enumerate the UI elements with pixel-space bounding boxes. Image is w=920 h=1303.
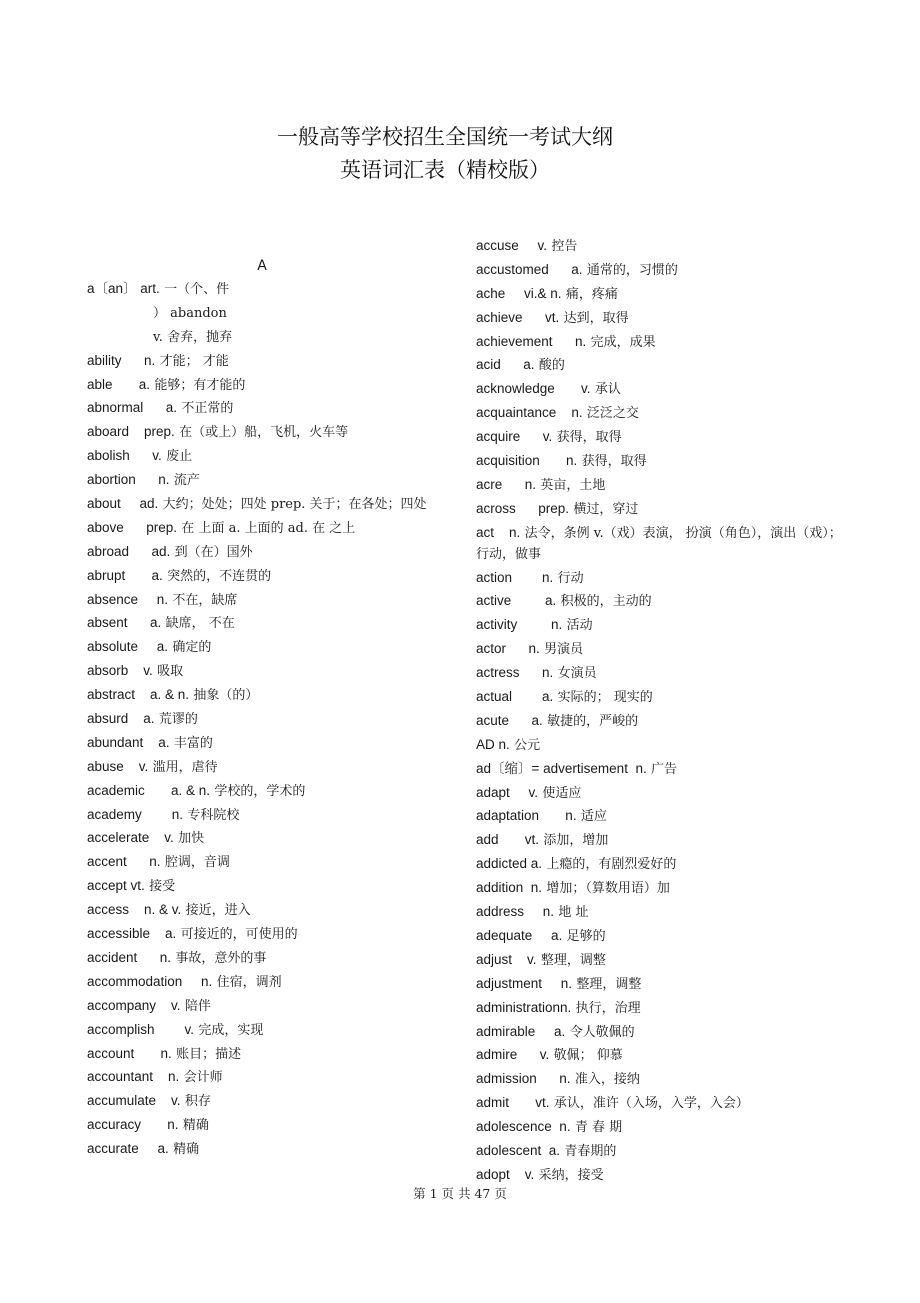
vocab-entry xyxy=(87,398,445,419)
vocab-entry xyxy=(87,1139,445,1160)
vocab-entry xyxy=(476,427,846,448)
vocab-entry xyxy=(87,327,445,348)
document-subtitle: 英语词汇表（精校版） xyxy=(340,158,550,182)
entry-definition: 精确 xyxy=(182,1118,209,1134)
vocab-entry xyxy=(87,948,445,969)
entry-word: absurd a. xyxy=(87,711,155,727)
entry-word: abuse v. xyxy=(87,758,149,774)
vocab-entry xyxy=(87,972,445,993)
entry-word: accuse v. xyxy=(476,238,548,253)
entry-word: active a. xyxy=(476,593,557,609)
vocab-entry xyxy=(87,1044,445,1065)
vocab-entry xyxy=(476,783,846,804)
vocab-entry xyxy=(476,902,846,923)
vocab-entry xyxy=(476,1022,846,1043)
vocab-entry xyxy=(87,805,445,826)
entry-word: academic a. & n. xyxy=(87,782,211,798)
vocab-entry xyxy=(87,924,445,945)
entry-definition: 可接近的，可使用的 xyxy=(180,927,298,943)
entry-word: account n. xyxy=(87,1045,172,1061)
entry-definition: 突然的，不连贯的 xyxy=(167,568,272,584)
vocab-entry xyxy=(87,637,445,658)
vocab-entry xyxy=(476,568,846,589)
vocab-entry xyxy=(87,590,445,611)
entry-definition: 事故，意外的事 xyxy=(175,950,267,966)
vocab-entry xyxy=(87,470,445,491)
vocab-entry xyxy=(87,733,445,754)
vocab-entry xyxy=(87,1091,445,1112)
vocab-entry xyxy=(87,1067,445,1088)
entry-definition: 获得，取得 xyxy=(581,454,647,470)
entry-definition: 才能； 才能 xyxy=(159,353,229,369)
entry-definition: 行动 xyxy=(557,570,584,586)
entry-word: able a. xyxy=(87,376,151,392)
left-column xyxy=(87,222,445,1163)
entry-definition: 英亩，土地 xyxy=(540,477,606,493)
entry-word: achieve vt. xyxy=(476,309,560,325)
entry-definition: 不在，缺席 xyxy=(172,592,238,608)
entry-definition: 账目；描述 xyxy=(176,1046,242,1062)
vocab-entry xyxy=(87,661,445,682)
entry-definition: 地 址 xyxy=(558,905,589,921)
entry-definition: 女演员 xyxy=(557,666,597,682)
vocab-entry xyxy=(476,830,846,851)
vocab-entry xyxy=(476,615,846,636)
entry-word: action n. xyxy=(476,569,554,585)
vocab-entry xyxy=(476,759,846,780)
entry-definition: 控告 xyxy=(551,239,578,254)
vocab-entry xyxy=(476,260,846,281)
vocab-entry xyxy=(87,351,445,372)
vocab-entry xyxy=(476,711,846,732)
vocab-entry xyxy=(476,1093,846,1114)
entry-definition: 整理，调整 xyxy=(540,952,606,968)
entry-word: admire v. xyxy=(476,1047,550,1063)
entry-word: abnormal a. xyxy=(87,400,178,416)
entry-definition: 实际的； 现实的 xyxy=(557,690,653,706)
entry-word: acre n. xyxy=(476,476,537,492)
vocab-entry xyxy=(476,639,846,660)
entry-definition: 吸取 xyxy=(157,664,184,680)
entry-word: actor n. xyxy=(476,641,540,657)
entry-word: accompany v. xyxy=(87,997,181,1013)
entry-word: adopt v. xyxy=(476,1166,535,1182)
entry-definition: 腔调，音调 xyxy=(164,855,230,871)
entry-definition: 积存 xyxy=(184,1094,211,1110)
entry-definition: 男演员 xyxy=(544,642,584,658)
vocab-entry xyxy=(476,379,846,400)
entry-word: addition n. xyxy=(476,880,543,896)
entry-word: accumulate v. xyxy=(87,1093,181,1109)
entry-word: absence n. xyxy=(87,591,169,607)
entry-word: accurate a. xyxy=(87,1141,169,1157)
entry-word: address n. xyxy=(476,904,555,920)
entry-definition: 泛泛之交 xyxy=(586,406,639,422)
entry-word: acute a. xyxy=(476,712,543,728)
entry-definition: 准入，接纳 xyxy=(574,1072,640,1088)
entry-definition: v. 舍弃，抛弃 xyxy=(153,329,233,345)
entry-definition: 通常的，习惯的 xyxy=(586,262,678,278)
entry-word: accustomed a. xyxy=(476,261,583,277)
entry-definition: 青春期的 xyxy=(564,1143,617,1159)
entry-definition: 广告 xyxy=(651,761,678,777)
vocab-entry xyxy=(87,303,445,324)
entry-word: adequate a. xyxy=(476,927,563,943)
entry-definition: 足够的 xyxy=(566,928,606,944)
vocab-entry xyxy=(87,781,445,802)
vocab-entry xyxy=(476,1117,846,1138)
vocab-entry xyxy=(476,591,846,612)
entry-word: a〔an〕 art. xyxy=(87,281,160,296)
vocab-entry xyxy=(476,284,846,305)
entry-definition: 敏捷的，严峻的 xyxy=(547,713,639,729)
entry-word: adapt v. xyxy=(476,784,539,800)
vocab-entry xyxy=(87,828,445,849)
entry-definition: 积极的，主动的 xyxy=(560,594,652,610)
vocab-entry xyxy=(476,974,846,995)
entry-definition: 大约；处处；四处 prep. 关于；在各处；四处 xyxy=(162,497,427,513)
vocab-entry xyxy=(87,518,445,539)
vocab-entry xyxy=(87,757,445,778)
entry-definition: 添加，增加 xyxy=(543,833,609,849)
vocab-entry xyxy=(476,499,846,520)
vocab-entry xyxy=(87,566,445,587)
entry-definition: 住宿，调剂 xyxy=(216,974,282,990)
entry-word: acquire v. xyxy=(476,429,553,445)
vocab-entry xyxy=(476,854,846,875)
entry-word: admit vt. xyxy=(476,1095,550,1111)
entry-word: ability n. xyxy=(87,352,156,368)
entry-word: above prep. xyxy=(87,519,178,535)
entry-word: acid a. xyxy=(476,357,535,373)
entry-word: accommodation n. xyxy=(87,973,213,989)
entry-definition: 流产 xyxy=(173,473,200,489)
entry-definition: 到（在）国外 xyxy=(174,544,253,560)
vocab-entry xyxy=(87,996,445,1017)
entry-definition: 执行，治理 xyxy=(575,1000,641,1016)
vocab-entry xyxy=(476,806,846,827)
vocab-entry xyxy=(476,1165,846,1186)
entry-word: accelerate v. xyxy=(87,830,174,846)
entry-word: admirable a. xyxy=(476,1023,566,1039)
entry-definition: 获得，取得 xyxy=(556,430,622,446)
entry-word: aboard prep. xyxy=(87,424,175,440)
entry-definition: 适应 xyxy=(580,809,607,825)
vocab-entry xyxy=(87,709,445,730)
entry-word: acquaintance n. xyxy=(476,405,583,421)
vocab-entry xyxy=(87,900,445,921)
entry-definition: 活动 xyxy=(566,618,593,634)
right-entry-list xyxy=(476,236,846,1186)
entry-word: adolescence n. xyxy=(476,1119,571,1135)
entry-word: administrationn. xyxy=(476,999,572,1015)
section-letter: A xyxy=(257,258,267,274)
entry-word: accessible a. xyxy=(87,926,177,942)
vocab-entry xyxy=(476,355,846,376)
entry-definition: 专科院校 xyxy=(187,807,240,823)
entry-definition: 抽象（的） xyxy=(193,688,259,704)
entry-definition: 令人敬佩的 xyxy=(569,1024,635,1040)
vocab-entry xyxy=(87,1020,445,1041)
vocab-entry xyxy=(476,523,846,565)
vocab-entry xyxy=(476,687,846,708)
entry-word: adjust v. xyxy=(476,951,537,967)
right-column xyxy=(476,236,846,1189)
entry-word: abrupt a. xyxy=(87,567,163,583)
entry-definition: 陪伴 xyxy=(184,998,211,1014)
entry-definition: 丰富的 xyxy=(173,735,213,751)
entry-word: add vt. xyxy=(476,832,540,848)
document-title: 一般高等学校招生全国统一考试大纲 xyxy=(277,125,613,149)
entry-word: ache vi.& n. xyxy=(476,285,562,301)
entry-word: abroad ad. xyxy=(87,543,171,559)
vocab-entry xyxy=(87,375,445,396)
entry-definition: 痛，疼痛 xyxy=(565,286,618,302)
entry-definition: 横过，穿过 xyxy=(573,501,639,517)
vocab-entry xyxy=(87,542,445,563)
entry-word: accountant n. xyxy=(87,1069,180,1085)
entry-definition: 滥用，虐待 xyxy=(152,759,218,775)
entry-word: access n. & v. xyxy=(87,902,182,918)
entry-word: about ad. xyxy=(87,496,159,512)
left-entry-list xyxy=(87,279,445,1160)
vocab-entry xyxy=(476,998,846,1019)
entry-word: accomplish v. xyxy=(87,1021,195,1037)
vocab-entry xyxy=(87,494,445,515)
entry-definition: ） abandon xyxy=(153,305,227,321)
vocab-entry xyxy=(476,950,846,971)
entry-word: actress n. xyxy=(476,665,554,681)
entry-word: admission n. xyxy=(476,1071,571,1087)
vocab-entry xyxy=(87,876,445,897)
entry-definition: 公元 xyxy=(514,737,541,753)
entry-word: adaptation n. xyxy=(476,808,577,824)
entry-word: adolescent a. xyxy=(476,1142,561,1158)
entry-definition: 整理，调整 xyxy=(576,976,642,992)
entry-word: addicted a. xyxy=(476,856,543,872)
vocab-entry xyxy=(87,613,445,634)
entry-definition: 敬佩； 仰慕 xyxy=(553,1048,623,1064)
vocab-entry xyxy=(476,1069,846,1090)
entry-definition: 法令，条例 v.（戏）表演， 扮演（角色），演出（戏）；行动，做事 xyxy=(476,525,842,562)
entry-definition: 一（个、件 xyxy=(164,282,230,297)
entry-word: absolute a. xyxy=(87,639,169,655)
entry-definition: 缺席， 不在 xyxy=(165,616,235,632)
entry-definition: 不正常的 xyxy=(181,401,234,417)
entry-word: ad〔缩〕= advertisement n. xyxy=(476,760,647,776)
entry-definition: 承认，准许（入场，入学，入会） xyxy=(553,1096,749,1112)
entry-word: absent a. xyxy=(87,615,162,631)
entry-word: abundant a. xyxy=(87,734,170,750)
entry-definition: 确定的 xyxy=(172,640,212,656)
vocab-entry xyxy=(87,852,445,873)
entry-word: actual a. xyxy=(476,689,554,705)
entry-definition: 接近，进入 xyxy=(185,903,251,919)
entry-definition: 荒谬的 xyxy=(158,712,198,728)
entry-definition: 精确 xyxy=(173,1142,200,1158)
vocab-entry xyxy=(476,451,846,472)
vocab-entry xyxy=(87,1115,445,1136)
entry-word: accuracy n. xyxy=(87,1117,179,1133)
entry-word: acquisition n. xyxy=(476,453,578,469)
vocab-entry xyxy=(476,332,846,353)
entry-word: absorb v. xyxy=(87,663,153,679)
entry-word: abolish v. xyxy=(87,448,162,464)
vocab-entry xyxy=(476,308,846,329)
entry-word: accent n. xyxy=(87,854,161,870)
entry-definition: 达到，取得 xyxy=(563,310,629,326)
page-footer: 第 1 页 共 47 页 xyxy=(413,1186,507,1201)
vocab-entry xyxy=(476,878,846,899)
entry-definition: 在（或上）船，飞机，火车等 xyxy=(179,425,349,441)
entry-word: act n. xyxy=(476,524,521,540)
vocab-entry xyxy=(476,663,846,684)
entry-word: AD n. xyxy=(476,736,510,752)
vocab-entry xyxy=(87,446,445,467)
vocab-entry xyxy=(476,475,846,496)
vocab-entry xyxy=(87,685,445,706)
vocab-entry xyxy=(87,279,445,300)
vocab-entry xyxy=(87,422,445,443)
entry-definition: 采纳，接受 xyxy=(538,1167,604,1183)
entry-definition: 增加；（算数用语）加 xyxy=(546,881,670,897)
vocab-entry xyxy=(476,236,846,257)
entry-definition: 能够；有才能的 xyxy=(154,377,246,393)
entry-word: academy n. xyxy=(87,806,184,822)
entry-word: abstract a. & n. xyxy=(87,687,190,703)
entry-word: adjustment n. xyxy=(476,975,573,991)
entry-word: accident n. xyxy=(87,949,172,965)
vocab-entry xyxy=(476,1141,846,1162)
vocab-entry xyxy=(476,1045,846,1066)
vocab-entry xyxy=(476,926,846,947)
entry-definition: 学校的，学术的 xyxy=(214,783,306,799)
entry-definition: 完成，实现 xyxy=(198,1022,264,1038)
entry-definition: 加快 xyxy=(178,831,205,847)
entry-definition: 在 上面 a. 上面的 ad. 在 之上 xyxy=(181,520,356,536)
vocab-entry xyxy=(476,403,846,424)
entry-word: accept vt. xyxy=(87,878,145,894)
entry-definition: 酸的 xyxy=(538,358,565,374)
entry-definition: 会计师 xyxy=(183,1070,223,1086)
entry-definition: 上瘾的，有剧烈爱好的 xyxy=(546,857,677,873)
entry-word: abortion n. xyxy=(87,472,170,488)
entry-word: across prep. xyxy=(476,500,570,516)
vocab-entry xyxy=(476,735,846,756)
entry-definition: 接受 xyxy=(149,879,176,895)
entry-definition: 废止 xyxy=(166,449,193,465)
entry-definition: 完成，成果 xyxy=(590,334,656,350)
entry-word: acknowledge v. xyxy=(476,381,591,397)
entry-definition: 使适应 xyxy=(542,785,582,801)
entry-definition: 青 春 期 xyxy=(574,1120,623,1136)
entry-word: activity n. xyxy=(476,617,563,633)
entry-definition: 承认 xyxy=(594,382,621,398)
entry-word: achievement n. xyxy=(476,333,587,349)
